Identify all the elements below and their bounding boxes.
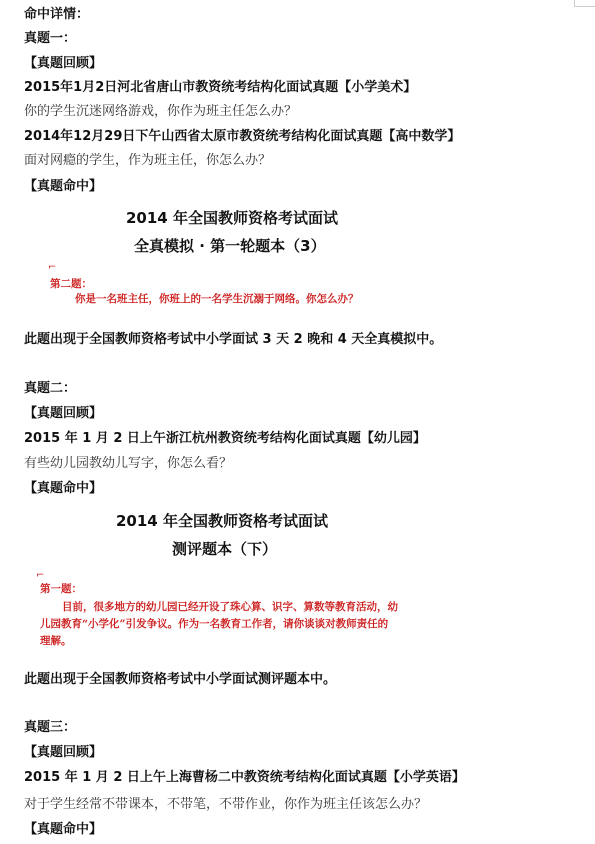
item-2-review-label: 【真题回顾】 — [24, 406, 103, 421]
item-1-hit-label: 【真题命中】 — [24, 179, 103, 194]
item-1-book-title-1: 2014 年全国教师资格考试面试 — [126, 209, 338, 227]
item-2-question-text-2: 儿园教育“小学化”引发争议。作为一名教育工作者，请你谈谈对教师责任的 — [40, 618, 389, 630]
intro-heading: 命中详情： — [24, 7, 90, 22]
item-2-question-text-1: 目前，很多地方的幼儿园已经开设了珠心算、识字、算数等教育活动，幼 — [62, 601, 398, 613]
item-1-question-label: 第二题： — [50, 278, 92, 290]
item-2-q1-text: 有些幼儿园教幼儿写字，你怎么看？ — [24, 456, 233, 471]
item-1-q2-title: 2014年12月29日下午山西省太原市教资统考结构化面试真题【高中数学】 — [24, 129, 461, 144]
page-corner-mark — [574, 0, 595, 7]
item-1-q1-title: 2015年1月2日河北省唐山市教资统考结构化面试真题【小学美术】 — [24, 80, 417, 95]
item-2-conclusion: 此题出现于全国教师资格考试中小学面试测评题本中。 — [24, 672, 337, 687]
item-2-q1-title: 2015 年 1 月 2 日上午浙江杭州教资统考结构化面试真题【幼儿园】 — [24, 431, 426, 446]
item-1-q1-text: 你的学生沉迷网络游戏，你作为班主任怎么办？ — [24, 104, 298, 119]
item-3-q1-text: 对于学生经常不带课本，不带笔，不带作业，你作为班主任该怎么办？ — [24, 797, 428, 812]
item-3-hit-label: 【真题命中】 — [24, 822, 103, 837]
anchor-mark-icon: ⌐ — [48, 262, 57, 273]
item-2-book-title-1: 2014 年全国教师资格考试面试 — [116, 512, 328, 530]
item-1-question-text: 你是一名班主任，你班上的一名学生沉溺于网络。你怎么办？ — [75, 293, 359, 305]
item-3-q1-title: 2015 年 1 月 2 日上午上海曹杨二中教资统考结构化面试真题【小学英语】 — [24, 770, 465, 785]
item-1-review-label: 【真题回顾】 — [24, 56, 103, 71]
item-2-hit-label: 【真题命中】 — [24, 481, 103, 496]
item-2-book-title-2: 测评题本（下） — [172, 540, 278, 558]
item-3-heading: 真题三： — [24, 720, 77, 735]
item-1-q2-text: 面对网瘾的学生，作为班主任，你怎么办？ — [24, 153, 272, 168]
item-2-question-label: 第一题： — [40, 583, 82, 595]
anchor-mark-icon: ⌐ — [36, 570, 45, 581]
item-2-heading: 真题二： — [24, 381, 77, 396]
item-1-conclusion: 此题出现于全国教师资格考试中小学面试 3 天 2 晚和 4 天全真模拟中。 — [24, 332, 443, 347]
item-1-heading: 真题一： — [24, 31, 77, 46]
item-2-question-text-3: 理解。 — [40, 635, 72, 647]
item-1-book-title-2: 全真模拟 · 第一轮题本（3） — [134, 237, 326, 255]
item-3-review-label: 【真题回顾】 — [24, 745, 103, 760]
